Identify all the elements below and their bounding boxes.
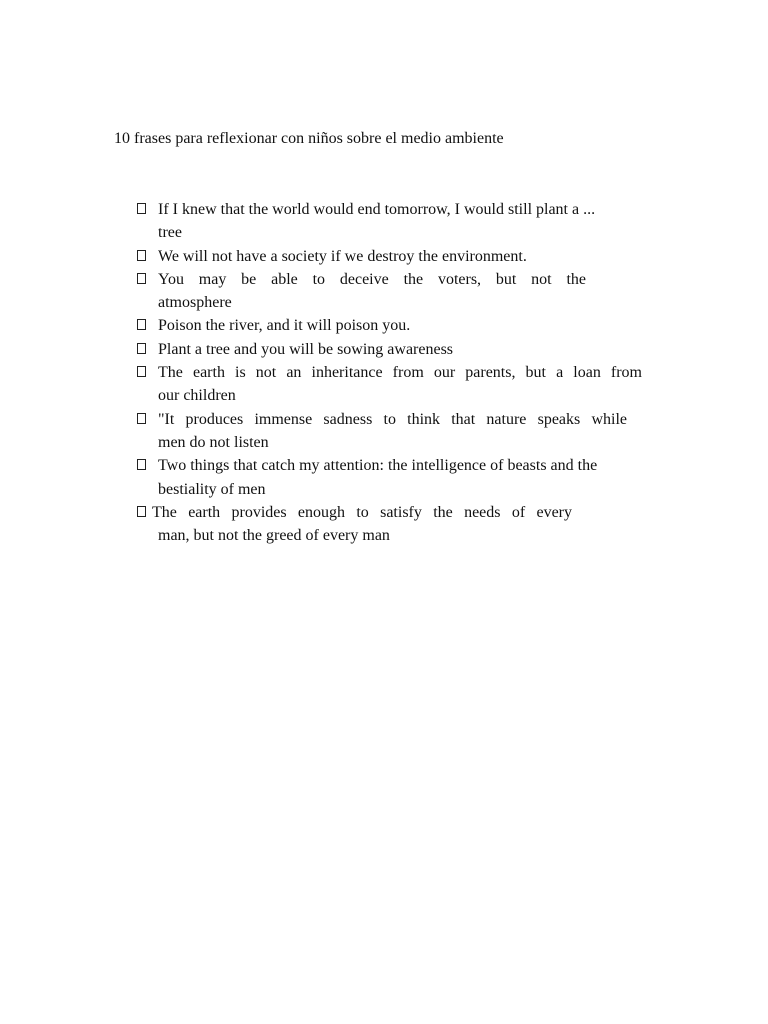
quote-line: Poison the river, and it will poison you. — [158, 317, 411, 335]
missing-glyph-box-icon — [137, 250, 146, 261]
quote-line: If I knew that the world would end tomorrow, I would still plant a ... — [158, 201, 596, 218]
quote-item-8 — [137, 454, 655, 501]
missing-glyph-box-icon — [137, 413, 146, 424]
quote-list — [137, 198, 642, 547]
quote-item-1 — [137, 198, 628, 245]
quote-item-5 — [137, 338, 637, 361]
quote-line: men do not listen — [158, 433, 269, 451]
quote-item-4 — [137, 314, 637, 337]
quote-item-7 — [137, 408, 627, 455]
document-title: 10 frases para reflexionar con niños sobre el medio ambiente — [114, 130, 504, 147]
quote-line: bestiality of men — [158, 480, 266, 498]
quote-item-3 — [137, 268, 586, 315]
missing-glyph-box-icon — [137, 506, 146, 517]
quote-line: Plant a tree and you will be sowing awareness — [158, 340, 454, 358]
quote-item-6 — [137, 361, 642, 408]
quote-line: Two things that catch my attention: the intelligence of beasts and the — [158, 457, 598, 475]
quote-item-2 — [137, 245, 637, 268]
quote-item-9 — [137, 501, 572, 548]
quote-line: You may be able to deceive the voters, but not the — [158, 270, 586, 288]
quote-line: man, but not the greed of every man — [158, 527, 390, 545]
quote-line: tree — [158, 224, 182, 242]
quote-line: The earth provides enough to satisfy the needs of every — [152, 503, 572, 521]
missing-glyph-box-icon — [137, 343, 146, 354]
missing-glyph-box-icon — [137, 319, 146, 330]
quote-line: "It produces immense sadness to think that nature speaks while — [158, 410, 627, 428]
quote-line: our children — [158, 387, 236, 405]
quote-line: The earth is not an inheritance from our parents, but a loan from — [158, 364, 642, 382]
missing-glyph-box-icon — [137, 203, 146, 214]
missing-glyph-box-icon — [137, 366, 146, 377]
quote-line: atmosphere — [158, 294, 232, 312]
missing-glyph-box-icon — [137, 273, 146, 284]
missing-glyph-box-icon — [137, 459, 146, 470]
quote-line: We will not have a society if we destroy the environment. — [158, 247, 527, 265]
